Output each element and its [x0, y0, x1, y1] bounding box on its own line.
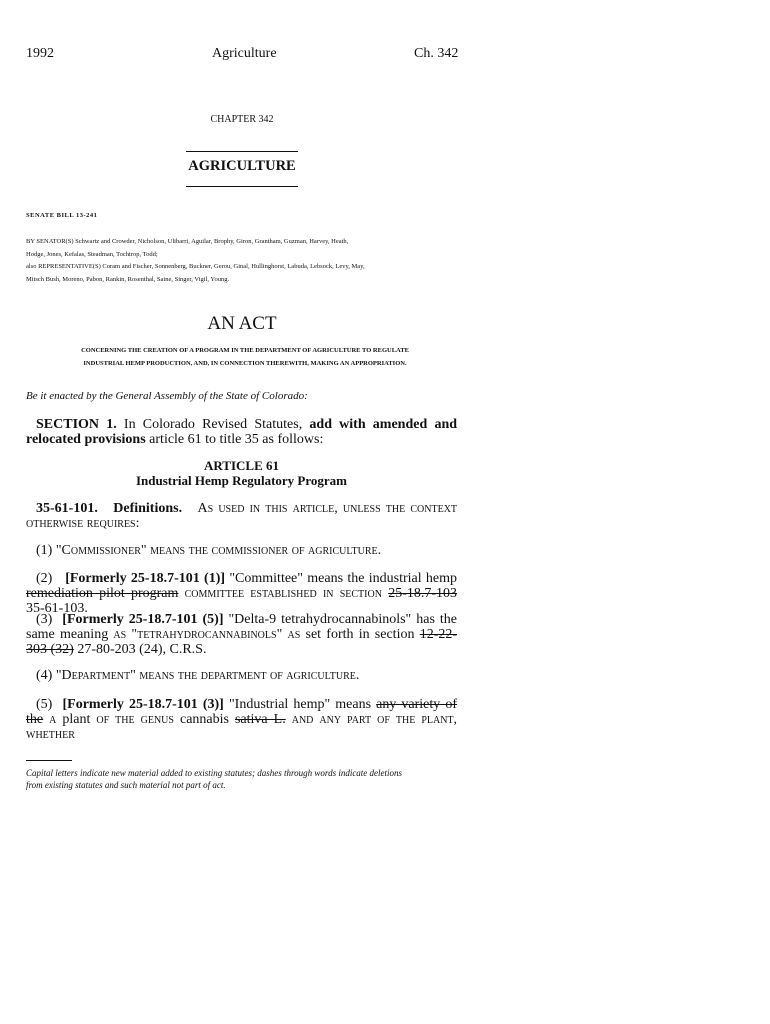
article-heading [26, 459, 457, 488]
sponsors-line-4: Mitsch Bush, Moreno, Pabon, Rankin, Rosenthal, Saine, Singer, Vigil, Young. [26, 275, 230, 283]
definition-2-added: committee established in section [184, 586, 382, 601]
definition-2-deleted-1: remediation pilot program [26, 586, 179, 601]
footnote-line-2: from existing statutes and such material not part of act. [26, 780, 226, 790]
definition-2-number: (2) [36, 571, 53, 586]
definition-2-text: "Committee" means the industrial hemp [229, 571, 458, 586]
definition-3-former: [Formerly 25-18.7-101 (5)] [62, 612, 224, 627]
definitions-title: Definitions. [113, 501, 183, 516]
chapter-rule-top [186, 151, 298, 152]
header-chapter-ref: Ch. 342 [414, 46, 459, 61]
chapter-title: AGRICULTURE [188, 158, 296, 174]
definitions-intro-2: otherwise requires: [26, 516, 140, 531]
footnote-rule [26, 760, 72, 761]
definition-5-added-2: of the genus [96, 712, 174, 727]
act-title: AN ACT [207, 313, 277, 334]
definition-2 [26, 571, 457, 616]
sponsors-line-3: also REPRESENTATIVE(S) Coram and Fischer, Sonnenberg, Buckner, Gerou, Ginal, Hullinghorst, Labuda, Lebsock, Levy, May, [26, 263, 365, 270]
definition-2-deleted-2: 25-18.7-103 [388, 586, 458, 601]
definition-5-text-b: plant [62, 712, 91, 727]
definition-3-text-b: meaning [59, 627, 109, 642]
header-subject: Agriculture [212, 46, 277, 61]
section-1-paragraph [26, 417, 457, 447]
definition-5-former: [Formerly 25-18.7-101 (3)] [62, 697, 224, 712]
enacting-clause: Be it enacted by the General Assembly of the State of Colorado: [26, 390, 308, 402]
definitions-intro-1: As used in this article, unless the context [197, 501, 458, 516]
definition-5-text-c: cannabis [179, 712, 229, 727]
bill-sponsors [26, 236, 466, 286]
definition-3-number: (3) [36, 612, 53, 627]
sponsors-line-1: BY SENATOR(S) Schwartz and Crowder, Nicholson, Ulibarri, Aguilar, Brophy, Giron, Grantham, Guzman, Harvey, Heath, [26, 238, 349, 245]
definition-5 [26, 697, 457, 742]
definition-5-text-a: "Industrial hemp" means [228, 697, 372, 712]
definition-5-number: (5) [36, 697, 53, 712]
act-concerning [30, 344, 460, 370]
definition-1: (1) "Commissioner" means the commissioner of agriculture. [36, 543, 382, 558]
definition-3-new-section: 27-80-203 (24), C.R.S. [77, 642, 207, 657]
chapter-label: CHAPTER 342 [210, 114, 274, 125]
section-1-text-c: provisions [84, 432, 146, 447]
definition-3-added: as "tetrahydrocannabinols" as [113, 627, 301, 642]
section-1-text-a: In Colorado Revised Statutes, [123, 417, 303, 432]
chapter-rule-bottom [186, 186, 298, 187]
sponsors-line-2: Hodge, Jones, Kefalas, Steadman, Tochtrop, Todd; [26, 250, 158, 258]
definitions-number: 35-61-101. [36, 501, 98, 516]
section-1-label: SECTION 1. [36, 417, 117, 432]
definition-3 [26, 612, 457, 657]
definition-5-added-3: and any part of the plant, whether [26, 712, 458, 742]
definition-5-added-1: a [49, 712, 57, 727]
bill-number: SENATE BILL 13-241 [26, 212, 98, 219]
section-1-text-b: add with amended and relocated [26, 417, 458, 447]
definition-3-deleted: 12-22-303 (32) [26, 627, 458, 657]
definition-2-former: [Formerly 25-18.7-101 (1)] [65, 571, 226, 586]
definitions-intro [26, 501, 457, 531]
article-title: Industrial Hemp Regulatory Program [136, 472, 347, 488]
act-concerning-line-2: INDUSTRIAL HEMP PRODUCTION, AND, IN CONNECTION THEREWITH, MAKING AN APPROPRIATION. [83, 360, 407, 367]
act-concerning-line-1: CONCERNING THE CREATION OF A PROGRAM IN THE DEPARTMENT OF AGRICULTURE TO REGULATE [81, 347, 409, 354]
definition-5-deleted-2: sativa L. [234, 712, 286, 727]
footnote [26, 767, 466, 791]
header-year: 1992 [26, 46, 54, 61]
definition-3-text-a: "Delta-9 tetrahydrocannabinols" has the same [26, 612, 457, 642]
section-1-text-d: article 61 to title 35 as follows: [149, 432, 324, 447]
definition-5-deleted-1: any variety of the [26, 697, 458, 727]
definition-3-text-c: set forth in section [305, 627, 415, 642]
definition-2-new-section: 35-61-103. [26, 601, 88, 616]
definition-4: (4) "Department" means the department of agriculture. [36, 668, 360, 683]
footnote-line-1: Capital letters indicate new material added to existing statutes; dashes through words indicate deletions [26, 768, 403, 778]
article-number: ARTICLE 61 [203, 458, 280, 473]
